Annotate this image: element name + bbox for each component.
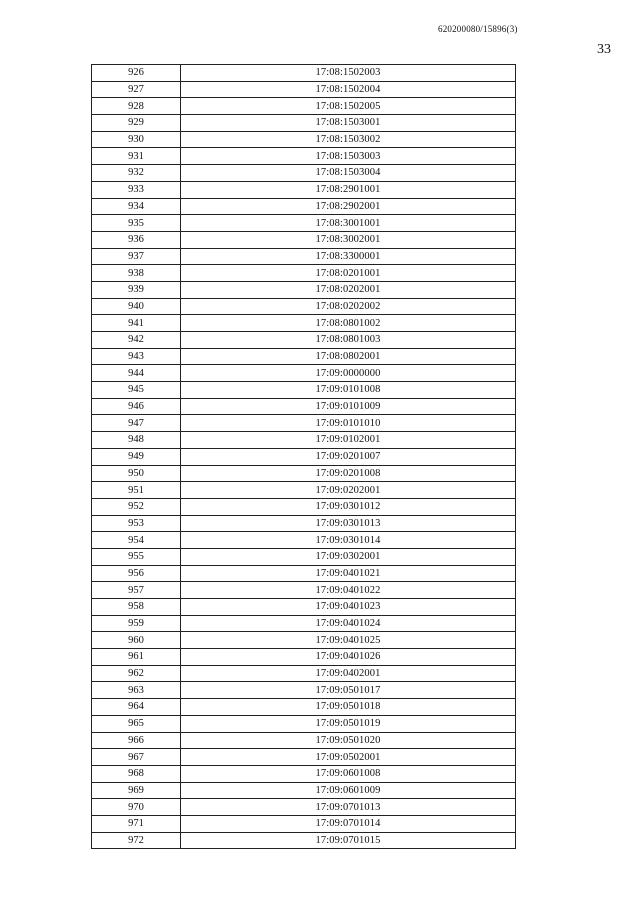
cadastral-code-cell: 17:09:0401023	[181, 599, 516, 616]
table-row	[92, 682, 516, 699]
row-number-cell: 934	[92, 198, 181, 215]
row-number-cell: 957	[92, 582, 181, 599]
table-row	[92, 749, 516, 766]
cadastral-code-cell: 17:09:0301012	[181, 498, 516, 515]
cadastral-code-cell: 17:08:3002001	[181, 231, 516, 248]
table-row	[92, 782, 516, 799]
row-number-cell: 972	[92, 832, 181, 849]
row-number-cell: 932	[92, 165, 181, 182]
row-number-cell: 930	[92, 131, 181, 148]
cadastral-code-cell: 17:09:0401026	[181, 649, 516, 666]
table-row	[92, 181, 516, 198]
table-row	[92, 298, 516, 315]
row-number-cell: 966	[92, 732, 181, 749]
table-row	[92, 649, 516, 666]
table-row	[92, 415, 516, 432]
row-number-cell: 962	[92, 665, 181, 682]
table-row	[92, 765, 516, 782]
table-row	[92, 715, 516, 732]
table-row	[92, 65, 516, 82]
row-number-cell: 939	[92, 281, 181, 298]
table-row	[92, 365, 516, 382]
cadastral-code-cell: 17:09:0301013	[181, 515, 516, 532]
row-number-cell: 946	[92, 398, 181, 415]
cadastral-code-cell: 17:08:0201001	[181, 265, 516, 282]
cadastral-code-cell: 17:09:0701014	[181, 815, 516, 832]
table-row	[92, 482, 516, 499]
table-row	[92, 448, 516, 465]
cadastral-code-cell: 17:09:0501020	[181, 732, 516, 749]
table-row	[92, 498, 516, 515]
cadastral-code-cell: 17:09:0301014	[181, 532, 516, 549]
cadastral-code-cell: 17:09:0201007	[181, 448, 516, 465]
row-number-cell: 943	[92, 348, 181, 365]
table-row	[92, 582, 516, 599]
cadastral-code-cell: 17:09:0601008	[181, 765, 516, 782]
table-row	[92, 231, 516, 248]
cadastral-code-cell: 17:09:0701013	[181, 799, 516, 816]
cadastral-code-cell: 17:08:1502004	[181, 81, 516, 98]
table-row	[92, 198, 516, 215]
table-row	[92, 548, 516, 565]
cadastral-code-cell: 17:09:0501019	[181, 715, 516, 732]
cadastral-code-cell: 17:09:0401022	[181, 582, 516, 599]
table-row	[92, 465, 516, 482]
table-row	[92, 432, 516, 449]
page-number: 33	[597, 42, 611, 57]
cadastral-code-cell: 17:09:0101008	[181, 382, 516, 399]
row-number-cell: 950	[92, 465, 181, 482]
row-number-cell: 949	[92, 448, 181, 465]
cadastral-code-cell: 17:09:0701015	[181, 832, 516, 849]
cadastral-code-cell: 17:09:0601009	[181, 782, 516, 799]
row-number-cell: 935	[92, 215, 181, 232]
cadastral-code-cell: 17:08:1503003	[181, 148, 516, 165]
cadastral-code-cell: 17:08:1503002	[181, 131, 516, 148]
row-number-cell: 927	[92, 81, 181, 98]
row-number-cell: 941	[92, 315, 181, 332]
row-number-cell: 956	[92, 565, 181, 582]
table-row	[92, 281, 516, 298]
cadastral-code-cell: 17:08:0802001	[181, 348, 516, 365]
cadastral-code-cell: 17:09:0501017	[181, 682, 516, 699]
cadastral-code-cell: 17:09:0401024	[181, 615, 516, 632]
row-number-cell: 942	[92, 332, 181, 349]
cadastral-code-cell: 17:09:0202001	[181, 482, 516, 499]
table-body	[92, 65, 516, 849]
cadastral-code-cell: 17:09:0501018	[181, 699, 516, 716]
table-row	[92, 398, 516, 415]
cadastral-code-cell: 17:08:3300001	[181, 248, 516, 265]
row-number-cell: 926	[92, 65, 181, 82]
cadastral-code-cell: 17:09:0402001	[181, 665, 516, 682]
cadastral-code-cell: 17:08:0801003	[181, 332, 516, 349]
table-row	[92, 131, 516, 148]
table-row	[92, 815, 516, 832]
table-row	[92, 515, 516, 532]
row-number-cell: 944	[92, 365, 181, 382]
table-row	[92, 81, 516, 98]
row-number-cell: 964	[92, 699, 181, 716]
row-number-cell: 969	[92, 782, 181, 799]
cadastral-code-cell: 17:09:0101010	[181, 415, 516, 432]
cadastral-code-cell: 17:09:0201008	[181, 465, 516, 482]
row-number-cell: 968	[92, 765, 181, 782]
table-row	[92, 732, 516, 749]
table-row	[92, 148, 516, 165]
cadastral-table	[91, 64, 516, 849]
table-row	[92, 382, 516, 399]
cadastral-code-cell: 17:08:0801002	[181, 315, 516, 332]
table-row	[92, 799, 516, 816]
row-number-cell: 951	[92, 482, 181, 499]
row-number-cell: 928	[92, 98, 181, 115]
cadastral-code-cell: 17:09:0102001	[181, 432, 516, 449]
table-row	[92, 348, 516, 365]
document-number: 620200080/15896(3)	[438, 24, 518, 34]
cadastral-code-cell: 17:08:2901001	[181, 181, 516, 198]
row-number-cell: 948	[92, 432, 181, 449]
row-number-cell: 954	[92, 532, 181, 549]
row-number-cell: 967	[92, 749, 181, 766]
cadastral-code-cell: 17:08:3001001	[181, 215, 516, 232]
cadastral-code-cell: 17:08:1502003	[181, 65, 516, 82]
cadastral-code-cell: 17:08:1503004	[181, 165, 516, 182]
row-number-cell: 952	[92, 498, 181, 515]
table-row	[92, 665, 516, 682]
row-number-cell: 970	[92, 799, 181, 816]
row-number-cell: 965	[92, 715, 181, 732]
row-number-cell: 947	[92, 415, 181, 432]
row-number-cell: 938	[92, 265, 181, 282]
cadastral-code-cell: 17:08:0202001	[181, 281, 516, 298]
cadastral-code-cell: 17:08:2902001	[181, 198, 516, 215]
cadastral-code-cell: 17:08:1502005	[181, 98, 516, 115]
row-number-cell: 945	[92, 382, 181, 399]
table-row	[92, 565, 516, 582]
row-number-cell: 931	[92, 148, 181, 165]
row-number-cell: 953	[92, 515, 181, 532]
cadastral-code-cell: 17:09:0502001	[181, 749, 516, 766]
row-number-cell: 959	[92, 615, 181, 632]
row-number-cell: 958	[92, 599, 181, 616]
cadastral-code-cell: 17:09:0401021	[181, 565, 516, 582]
table-row	[92, 532, 516, 549]
cadastral-code-cell: 17:09:0000000	[181, 365, 516, 382]
table-row	[92, 632, 516, 649]
cadastral-code-cell: 17:09:0302001	[181, 548, 516, 565]
table-row	[92, 165, 516, 182]
cadastral-code-cell: 17:09:0101009	[181, 398, 516, 415]
table-row	[92, 832, 516, 849]
table-row	[92, 115, 516, 132]
row-number-cell: 940	[92, 298, 181, 315]
row-number-cell: 936	[92, 231, 181, 248]
row-number-cell: 937	[92, 248, 181, 265]
table-row	[92, 699, 516, 716]
cadastral-code-cell: 17:09:0401025	[181, 632, 516, 649]
row-number-cell: 929	[92, 115, 181, 132]
table-row	[92, 315, 516, 332]
table-row	[92, 248, 516, 265]
row-number-cell: 963	[92, 682, 181, 699]
table-row	[92, 332, 516, 349]
row-number-cell: 955	[92, 548, 181, 565]
cadastral-code-cell: 17:08:0202002	[181, 298, 516, 315]
table-row	[92, 265, 516, 282]
table-row	[92, 615, 516, 632]
row-number-cell: 933	[92, 181, 181, 198]
row-number-cell: 960	[92, 632, 181, 649]
row-number-cell: 961	[92, 649, 181, 666]
cadastral-code-cell: 17:08:1503001	[181, 115, 516, 132]
row-number-cell: 971	[92, 815, 181, 832]
table-row	[92, 599, 516, 616]
table-row	[92, 98, 516, 115]
table-row	[92, 215, 516, 232]
